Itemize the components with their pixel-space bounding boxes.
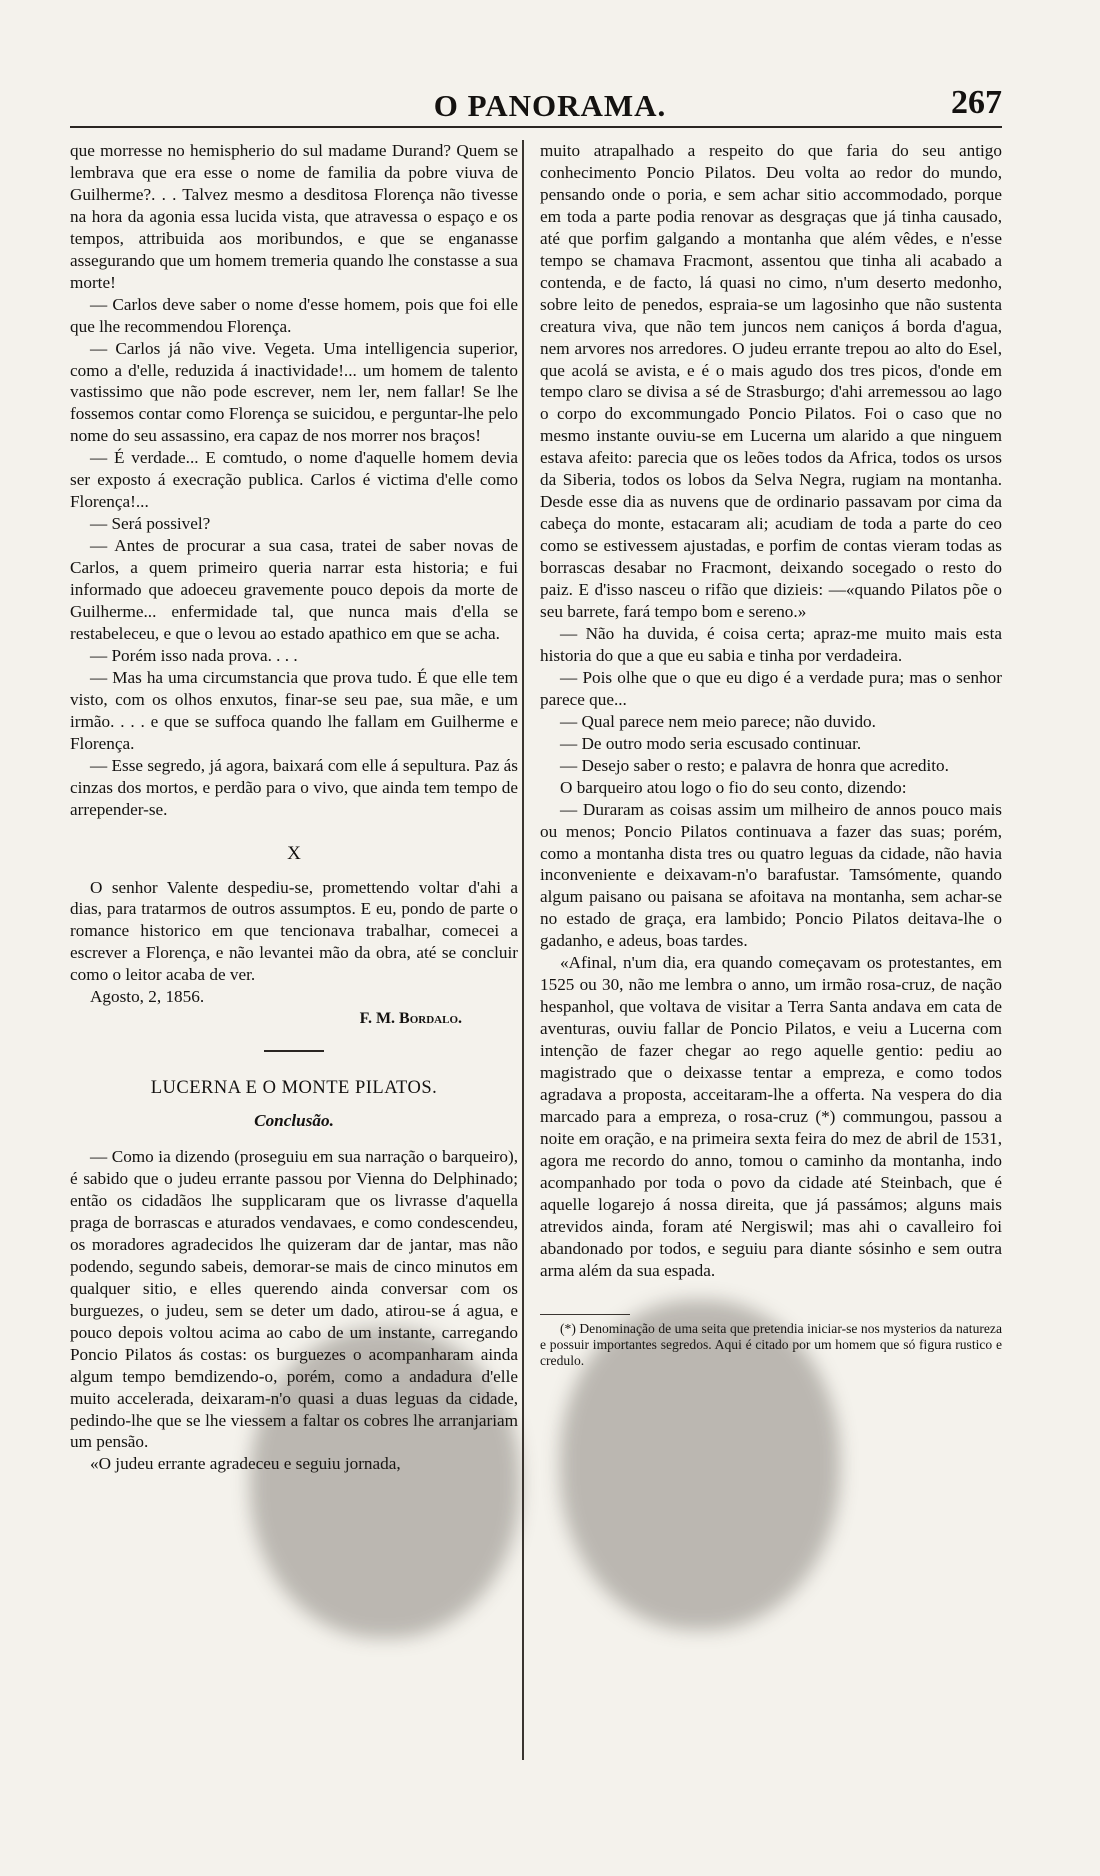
paragraph: — Esse segredo, já agora, baixará com elle á sepultura. Paz ás cinzas dos mortos, e perdão para o vivo, que ainda tem tempo de arrepender-se. xyxy=(70,755,518,819)
paragraph: — Antes de procurar a sua casa, tratei de saber novas de Carlos, a quem primeiro queria narrar esta historia; e fui informado que adoeceu gravemente pouco depois da morte de Guilherme... enfermidade tal, que nunca mais d'ella se restabeleceu, e que o levou ao estado apathico em que se acha. xyxy=(70,536,518,643)
paragraph: «O judeu errante agradeceu e seguiu jornada, xyxy=(90,1454,401,1474)
separator-rule xyxy=(264,1050,324,1052)
footnote xyxy=(540,1308,1002,1369)
article-subtitle: Conclusão. xyxy=(254,1111,334,1131)
paragraph: — Mas ha uma circumstancia que prova tudo. É que elle tem visto, com os olhos enxutos, finar-se seu pae, sua mãe, e um irmão. . . . e que se suffoca quando lhe fallam em Guilherme e Florença. xyxy=(70,667,518,753)
page-header xyxy=(0,82,1100,130)
paragraph: — Qual parece nem meio parece; não duvido. xyxy=(560,711,876,731)
paragraph: — Como ia dizendo (proseguiu em sua narração o barqueiro), é sabido que o judeu errante passou por Vienna do Delphinado; então os cidadãos lhe supplicaram que os livrasse d'aquella praga de borrascas e aturados vendavaes, e como condescendeu, os moradores agradecidos lhe quizeram dar de jantar, mas não podendo, segundo sabeis, demorar-se mais de cinco minutos em qualquer sitio, e elles querendo ainda conversar com os burguezes, o judeu, sem se deter um dado, atirou-se á agua, e pouco depois voltou acima ao cabo de um instante, carregando Poncio Pilatos ás costas: os burguezes o acompanharam ainda algum tempo bemdizendo-o, porém, como a andadura d'elle muito accelerada, deixaram-n'o quasi a duas leguas da cidade, pedindo-lhe que se lhe viessem a faltar os cobres lhe arranjariam um pensão. xyxy=(70,1147,518,1452)
footnote-text: (*) Denominação de uma seita que pretendia iniciar-se nos mysterios da natureza e possuir importantes segredos. Aqui é citado por um homem que só figura rustico e credulo. xyxy=(540,1320,1002,1368)
left-column xyxy=(70,140,518,1475)
footnote-rule xyxy=(540,1314,630,1315)
right-column xyxy=(540,140,1002,1369)
paragraph: muito atrapalhado a respeito do que faria do seu antigo conhecimento Poncio Pilatos. Deu volta ao redor do mundo, pensando onde o poria, e sem achar sitio accommodado, porque em toda a parte podia renovar as desgraças que já tinha causado, até que porfim galgando a montanha que além vêdes, e n'esse tempo se chamava Fracmont, assentou que tinha ali acabado a contenda, e de facto, lá quasi no cimo, n'um deserto medonho, sobre leito de penedos, espraia-se um lagosinho que não sustenta creatura viva, que não tem juncos nem caniços á borda d'agua, nem arvores nos arredores. O judeu errante trepou ao alto do Esel, que acolá se avista, e é o mais agudo dos tres picos, d'onde em tempo claro se divisa a sé de Strasburgo; d'ahi arremessou ao lago o corpo do excommungado Poncio Pilatos. Foi o caso que no mesmo instante ouviu-se em Lucerna um alarido a que ninguem estava afeito: parecia que os leões todos da Africa, todos os ursos da Siberia, todos os lobos da Selva Negra, rugiam na montanha. Desde esse dia as nuvens que de ordinario passavam por cima da cabeça do monte, estacaram ali; acudiam de toda a parte do ceo como se estivessem ajustadas, e porfim de contas vieram todas as borrascas desabar no Fracmont, deixando socegado o resto do paiz. E d'isso nasceu o rifão que dizieis: —«quando Pilatos põe o seu barrete, fará tempo bom e sereno.» xyxy=(540,141,1002,622)
paragraph: — Não ha duvida, é coisa certa; apraz-me muito mais esta historia do que a que eu sabia e tinha por verdadeira. xyxy=(540,623,1002,665)
paragraph: — Duraram as coisas assim um milheiro de annos pouco mais ou menos; Poncio Pilatos continuava a fazer das suas; porém, como a montanha dista tres ou quatro leguas da cidade, não havia inconveniente e deixavam-n'o barafustar. Tamsómente, quando algum paisano ou paisana se afoitava na montanha, sem achar-se no estado de graça, era lambido; Poncio Pilatos deitava-lhe o gadanho, e adeus, boas tardes. xyxy=(540,799,1002,951)
paragraph: O senhor Valente despediu-se, promettendo voltar d'ahi a dias, para tratarmos de outros assumptos. E eu, pondo de parte o romance historico em que tencionava trabalhar, comecei a escrever a Florença, e não levantei mão da obra, até se concluir como o leitor acaba de ver. xyxy=(70,877,518,985)
paragraph: — Carlos já não vive. Vegeta. Uma intelligencia superior, como a d'elle, reduzida á inactividade!... um homem de talento vastissimo que não pode escrever, nem ler, nem fallar! Se lhe fossemos contar como Florença se suicidou, e perguntar-lhe pelo nome do seu assassino, era capaz de nos morrer nos braços! xyxy=(70,338,518,446)
column-divider xyxy=(522,140,524,1760)
paragraph: — Carlos deve saber o nome d'esse homem, pois que foi elle que lhe recommendou Florença. xyxy=(70,294,518,336)
paragraph: que morresse no hemispherio do sul madame Durand? Quem se lembrava que era esse o nome de familia da pobre viuva de Guilherme?. . . Talvez mesmo a desditosa Florença não tivesse na hora da agonia essa lucida vista, que atravessa o espaço e os tempos, attribuida aos moribundos, e que se enganasse assegurando que um homem tremeria quando lhe constasse a sua morte! xyxy=(70,141,518,292)
paragraph: — É verdade... E comtudo, o nome d'aquelle homem devia ser exposto á execração publica. Carlos é victima d'elle como Florença!... xyxy=(70,448,518,512)
paragraph: — De outro modo seria escusado continuar. xyxy=(560,733,862,753)
paragraph: — Desejo saber o resto; e palavra de honra que acredito. xyxy=(560,755,949,775)
page-number: 267 xyxy=(951,84,1002,121)
paragraph: — Pois olhe que o que eu digo é a verdade pura; mas o senhor parece que... xyxy=(540,667,1002,709)
paragraph: O barqueiro atou logo o fio do seu conto, dizendo: xyxy=(560,777,907,797)
dateline: Agosto, 2, 1856. xyxy=(90,987,205,1007)
paragraph: — Porém isso nada prova. . . . xyxy=(90,645,298,665)
paragraph: — Será possivel? xyxy=(90,514,211,534)
header-rule xyxy=(70,126,1002,128)
article-title: LUCERNA E O MONTE PILATOS. xyxy=(150,1078,438,1099)
author-signature: F. M. Bordalo. xyxy=(359,1010,462,1028)
section-numeral: X xyxy=(287,842,301,864)
paragraph: «Afinal, n'um dia, era quando começavam os protestantes, em 1525 ou 30, não me lembra o anno, um irmão rosa-cruz, de nação hespanhol, que voltava de visitar a Terra Santa andava em cata de aventuras, ouviu fallar de Poncio Pilatos, e veiu a Lucerna com intenção de fazer chegar ao rego aquelle gentio: pediu ao magistrado que o deixasse tentar a empreza, e como todos agradava a proposta, acceitaram-lhe a offerta. Na vespera do dia marcado para a empreza, o rosa-cruz (*) commungou, passou a noite em oração, e na primeira sexta feira do mez de abril de 1531, agora me recordo do anno, tomou o caminho da montanha, indo acompanhado por toda o povo da cidade até Steinbach, que é aquelle logarejo á nossa direita, que já passámos; alguns mais atrevidos ainda, foram até Nergiswil; mas ahi o cavalleiro foi abandonado por todos, e seguiu para diante sósinho e sem outra arma além da sua espada. xyxy=(540,953,1002,1280)
masthead-title: O PANORAMA. xyxy=(433,88,667,123)
